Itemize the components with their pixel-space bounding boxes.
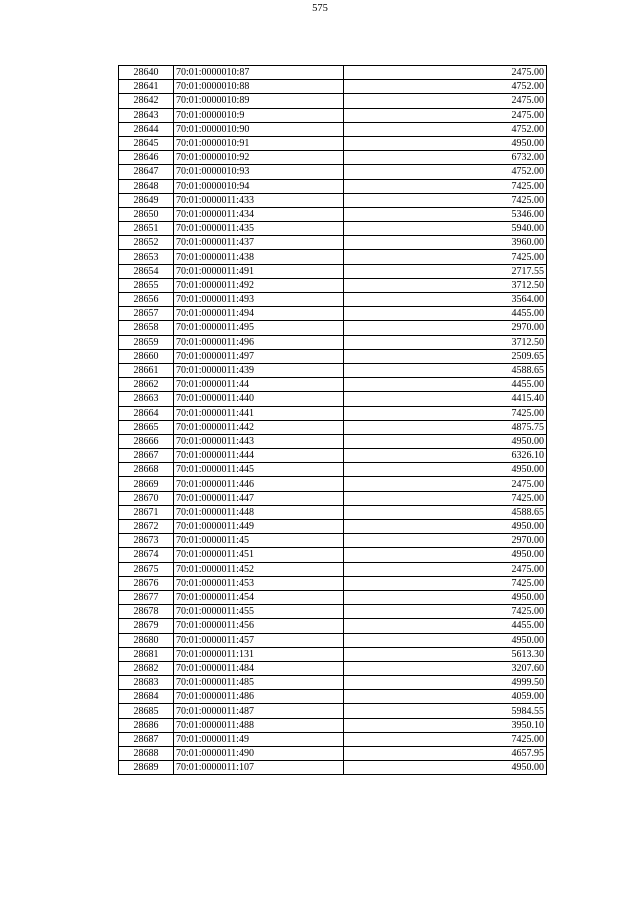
cadastral-number-cell: 70:01:0000011:441 (174, 406, 344, 420)
row-number-cell: 28679 (119, 619, 174, 633)
cadastral-number-cell: 70:01:0000011:494 (174, 307, 344, 321)
row-number-cell: 28662 (119, 378, 174, 392)
table-row (119, 605, 547, 619)
value-cell: 4415.40 (344, 392, 547, 406)
table-body (119, 66, 547, 775)
cadastral-number-cell: 70:01:0000011:497 (174, 349, 344, 363)
row-number-cell: 28676 (119, 576, 174, 590)
table-row (119, 165, 547, 179)
row-number-cell: 28640 (119, 66, 174, 80)
value-cell: 4455.00 (344, 619, 547, 633)
row-number-cell: 28670 (119, 491, 174, 505)
row-number-cell: 28684 (119, 690, 174, 704)
row-number-cell: 28659 (119, 335, 174, 349)
row-number-cell: 28666 (119, 434, 174, 448)
row-number-cell: 28672 (119, 520, 174, 534)
cadastral-number-cell: 70:01:0000011:449 (174, 520, 344, 534)
cadastral-number-cell: 70:01:0000011:442 (174, 420, 344, 434)
row-number-cell: 28688 (119, 747, 174, 761)
table-row (119, 335, 547, 349)
value-cell: 2970.00 (344, 321, 547, 335)
row-number-cell: 28674 (119, 548, 174, 562)
table-row (119, 463, 547, 477)
row-number-cell: 28641 (119, 80, 174, 94)
value-cell: 4950.00 (344, 548, 547, 562)
table-row (119, 264, 547, 278)
cadastral-number-cell: 70:01:0000011:484 (174, 661, 344, 675)
cadastral-number-cell: 70:01:0000011:447 (174, 491, 344, 505)
row-number-cell: 28685 (119, 704, 174, 718)
table-row (119, 66, 547, 80)
value-cell: 7425.00 (344, 406, 547, 420)
row-number-cell: 28643 (119, 108, 174, 122)
value-cell: 2509.65 (344, 349, 547, 363)
value-cell: 4950.00 (344, 590, 547, 604)
row-number-cell: 28683 (119, 676, 174, 690)
cadastral-number-cell: 70:01:0000011:490 (174, 747, 344, 761)
cadastral-number-cell: 70:01:0000011:446 (174, 477, 344, 491)
cadastral-number-cell: 70:01:0000011:491 (174, 264, 344, 278)
row-number-cell: 28671 (119, 505, 174, 519)
row-number-cell: 28651 (119, 222, 174, 236)
cadastral-number-cell: 70:01:0000011:456 (174, 619, 344, 633)
row-number-cell: 28677 (119, 590, 174, 604)
table-row (119, 236, 547, 250)
table-row (119, 293, 547, 307)
value-cell: 7425.00 (344, 179, 547, 193)
cadastral-number-cell: 70:01:0000011:495 (174, 321, 344, 335)
row-number-cell: 28655 (119, 278, 174, 292)
row-number-cell: 28675 (119, 562, 174, 576)
cadastral-number-cell: 70:01:0000010:88 (174, 80, 344, 94)
table-row (119, 363, 547, 377)
cadastral-number-cell: 70:01:0000011:487 (174, 704, 344, 718)
value-cell: 4752.00 (344, 122, 547, 136)
table-row (119, 80, 547, 94)
value-cell: 2717.55 (344, 264, 547, 278)
table-row (119, 392, 547, 406)
value-cell: 6732.00 (344, 151, 547, 165)
value-cell: 3960.00 (344, 236, 547, 250)
cadastral-number-cell: 70:01:0000011:457 (174, 633, 344, 647)
value-cell: 7425.00 (344, 193, 547, 207)
value-cell: 4059.00 (344, 690, 547, 704)
row-number-cell: 28646 (119, 151, 174, 165)
cadastral-number-cell: 70:01:0000011:443 (174, 434, 344, 448)
cadastral-number-cell: 70:01:0000011:44 (174, 378, 344, 392)
value-cell: 4950.00 (344, 633, 547, 647)
row-number-cell: 28678 (119, 605, 174, 619)
cadastral-number-cell: 70:01:0000011:485 (174, 676, 344, 690)
table-row (119, 94, 547, 108)
value-cell: 2475.00 (344, 477, 547, 491)
row-number-cell: 28664 (119, 406, 174, 420)
row-number-cell: 28667 (119, 449, 174, 463)
table-row (119, 491, 547, 505)
value-cell: 3207.60 (344, 661, 547, 675)
table-row (119, 108, 547, 122)
table-row (119, 378, 547, 392)
row-number-cell: 28661 (119, 363, 174, 377)
row-number-cell: 28654 (119, 264, 174, 278)
cadastral-number-cell: 70:01:0000011:455 (174, 605, 344, 619)
row-number-cell: 28656 (119, 293, 174, 307)
value-cell: 7425.00 (344, 491, 547, 505)
value-cell: 7425.00 (344, 605, 547, 619)
table-row (119, 732, 547, 746)
value-cell: 4752.00 (344, 80, 547, 94)
cadastral-number-cell: 70:01:0000011:433 (174, 193, 344, 207)
value-cell: 5984.55 (344, 704, 547, 718)
table-row (119, 321, 547, 335)
value-cell: 6326.10 (344, 449, 547, 463)
value-cell: 7425.00 (344, 732, 547, 746)
cadastral-number-cell: 70:01:0000011:452 (174, 562, 344, 576)
cadastral-number-cell: 70:01:0000010:9 (174, 108, 344, 122)
value-cell: 5613.30 (344, 647, 547, 661)
table-row (119, 562, 547, 576)
cadastral-number-cell: 70:01:0000011:49 (174, 732, 344, 746)
row-number-cell: 28689 (119, 761, 174, 775)
cadastral-number-cell: 70:01:0000011:453 (174, 576, 344, 590)
cadastral-number-cell: 70:01:0000011:439 (174, 363, 344, 377)
table-row (119, 250, 547, 264)
table-row (119, 179, 547, 193)
row-number-cell: 28680 (119, 633, 174, 647)
value-cell: 3950.10 (344, 718, 547, 732)
table-row (119, 434, 547, 448)
table-row (119, 619, 547, 633)
value-cell: 4875.75 (344, 420, 547, 434)
table-row (119, 406, 547, 420)
value-cell: 5346.00 (344, 207, 547, 221)
cadastral-number-cell: 70:01:0000011:435 (174, 222, 344, 236)
cadastral-number-cell: 70:01:0000011:438 (174, 250, 344, 264)
cadastral-number-cell: 70:01:0000011:496 (174, 335, 344, 349)
cadastral-number-cell: 70:01:0000011:445 (174, 463, 344, 477)
table-row (119, 307, 547, 321)
table-row (119, 505, 547, 519)
value-cell: 4950.00 (344, 463, 547, 477)
table-row (119, 122, 547, 136)
cadastral-number-cell: 70:01:0000011:437 (174, 236, 344, 250)
table-row (119, 222, 547, 236)
table-row (119, 661, 547, 675)
row-number-cell: 28673 (119, 534, 174, 548)
value-cell: 4950.00 (344, 136, 547, 150)
cadastral-number-cell: 70:01:0000010:90 (174, 122, 344, 136)
cadastral-value-table (118, 65, 547, 775)
cadastral-number-cell: 70:01:0000011:444 (174, 449, 344, 463)
table-row (119, 633, 547, 647)
table-row (119, 690, 547, 704)
value-cell: 7425.00 (344, 250, 547, 264)
cadastral-number-cell: 70:01:0000011:486 (174, 690, 344, 704)
row-number-cell: 28665 (119, 420, 174, 434)
table-row (119, 278, 547, 292)
value-cell: 4455.00 (344, 378, 547, 392)
table-row (119, 590, 547, 604)
table-row (119, 349, 547, 363)
table-row (119, 534, 547, 548)
value-cell: 4950.00 (344, 434, 547, 448)
table-row (119, 420, 547, 434)
cadastral-number-cell: 70:01:0000011:454 (174, 590, 344, 604)
value-cell: 4657.95 (344, 747, 547, 761)
row-number-cell: 28645 (119, 136, 174, 150)
cadastral-number-cell: 70:01:0000011:493 (174, 293, 344, 307)
cadastral-number-cell: 70:01:0000011:45 (174, 534, 344, 548)
value-cell: 3712.50 (344, 278, 547, 292)
value-cell: 2475.00 (344, 562, 547, 576)
table-row (119, 449, 547, 463)
cadastral-number-cell: 70:01:0000011:451 (174, 548, 344, 562)
row-number-cell: 28681 (119, 647, 174, 661)
row-number-cell: 28660 (119, 349, 174, 363)
row-number-cell: 28647 (119, 165, 174, 179)
table-row (119, 477, 547, 491)
cadastral-number-cell: 70:01:0000011:488 (174, 718, 344, 732)
cadastral-number-cell: 70:01:0000010:94 (174, 179, 344, 193)
cadastral-number-cell: 70:01:0000011:492 (174, 278, 344, 292)
row-number-cell: 28682 (119, 661, 174, 675)
row-number-cell: 28644 (119, 122, 174, 136)
value-cell: 4950.00 (344, 520, 547, 534)
row-number-cell: 28687 (119, 732, 174, 746)
cadastral-number-cell: 70:01:0000010:87 (174, 66, 344, 80)
value-cell: 3564.00 (344, 293, 547, 307)
row-number-cell: 28642 (119, 94, 174, 108)
table-row (119, 761, 547, 775)
value-cell: 4999.50 (344, 676, 547, 690)
table-row (119, 207, 547, 221)
cadastral-number-cell: 70:01:0000011:131 (174, 647, 344, 661)
cadastral-number-cell: 70:01:0000011:440 (174, 392, 344, 406)
cadastral-number-cell: 70:01:0000011:434 (174, 207, 344, 221)
value-cell: 2970.00 (344, 534, 547, 548)
value-cell: 4588.65 (344, 363, 547, 377)
row-number-cell: 28652 (119, 236, 174, 250)
table-row (119, 548, 547, 562)
value-cell: 7425.00 (344, 576, 547, 590)
table-row (119, 136, 547, 150)
table-row (119, 193, 547, 207)
table-row (119, 576, 547, 590)
value-cell: 4455.00 (344, 307, 547, 321)
row-number-cell: 28649 (119, 193, 174, 207)
value-cell: 4752.00 (344, 165, 547, 179)
table-row (119, 676, 547, 690)
cadastral-number-cell: 70:01:0000010:91 (174, 136, 344, 150)
cadastral-number-cell: 70:01:0000011:107 (174, 761, 344, 775)
cadastral-number-cell: 70:01:0000010:89 (174, 94, 344, 108)
table-row (119, 718, 547, 732)
row-number-cell: 28657 (119, 307, 174, 321)
value-cell: 2475.00 (344, 66, 547, 80)
row-number-cell: 28668 (119, 463, 174, 477)
table-row (119, 747, 547, 761)
cadastral-number-cell: 70:01:0000010:92 (174, 151, 344, 165)
row-number-cell: 28669 (119, 477, 174, 491)
row-number-cell: 28663 (119, 392, 174, 406)
row-number-cell: 28650 (119, 207, 174, 221)
value-cell: 3712.50 (344, 335, 547, 349)
table-row (119, 151, 547, 165)
table-row (119, 647, 547, 661)
value-cell: 2475.00 (344, 108, 547, 122)
value-cell: 4588.65 (344, 505, 547, 519)
row-number-cell: 28648 (119, 179, 174, 193)
value-cell: 5940.00 (344, 222, 547, 236)
value-cell: 4950.00 (344, 761, 547, 775)
page-number: 575 (312, 3, 328, 14)
row-number-cell: 28653 (119, 250, 174, 264)
table-row (119, 704, 547, 718)
row-number-cell: 28658 (119, 321, 174, 335)
cadastral-number-cell: 70:01:0000010:93 (174, 165, 344, 179)
table-row (119, 520, 547, 534)
cadastral-number-cell: 70:01:0000011:448 (174, 505, 344, 519)
row-number-cell: 28686 (119, 718, 174, 732)
value-cell: 2475.00 (344, 94, 547, 108)
